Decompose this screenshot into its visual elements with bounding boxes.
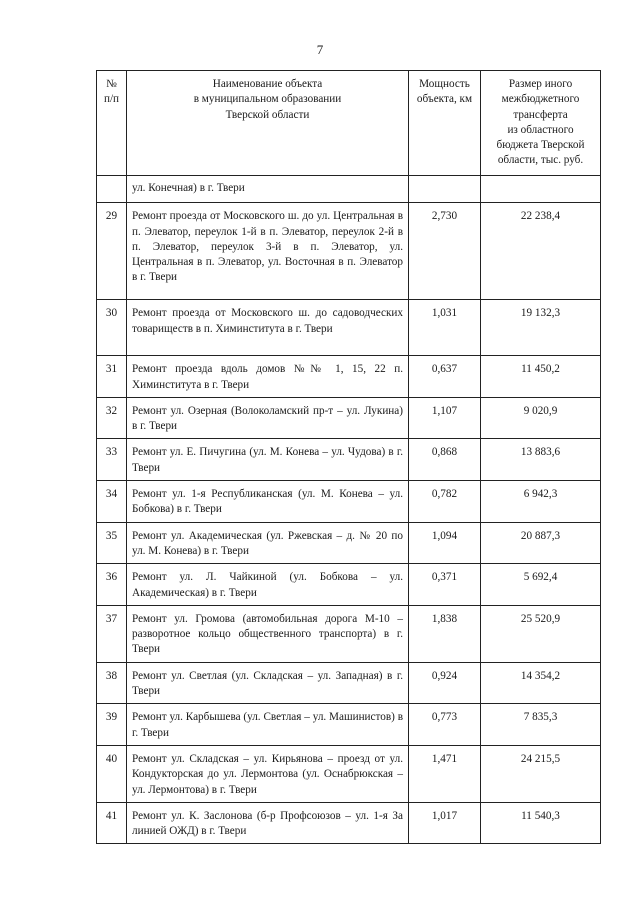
continuation-num — [97, 176, 127, 203]
row-sum: 22 238,4 — [481, 203, 601, 300]
row-num: 39 — [97, 704, 127, 746]
table-row — [97, 356, 601, 398]
row-sum: 11 540,3 — [481, 802, 601, 844]
row-num: 33 — [97, 439, 127, 481]
header-power-line2: объекта, км — [416, 93, 473, 106]
row-num: 41 — [97, 802, 127, 844]
row-name: Ремонт проезда вдоль домов №№ 1, 15, 22 п. Химинститута в г. Твери — [127, 356, 409, 398]
row-name: Ремонт ул. 1-я Республиканская (ул. М. Конева – ул. Бобкова) в г. Твери — [127, 481, 409, 523]
row-sum: 9 020,9 — [481, 397, 601, 439]
table-row — [97, 439, 601, 481]
row-sum: 19 132,3 — [481, 300, 601, 356]
header-sum-line6: области, тыс. руб. — [497, 154, 584, 167]
row-sum: 24 215,5 — [481, 745, 601, 802]
table-row — [97, 300, 601, 356]
table-row — [97, 564, 601, 606]
row-name: Ремонт ул. К. Заслонова (б-р Профсоюзов – ул. 1-я За линией ОЖД) в г. Твери — [127, 802, 409, 844]
row-name: Ремонт ул. Складская – ул. Кирьянова – проезд от ул. Кондукторская до ул. Лермонтова (ул. Оснабрюкская – ул. Лермонтова) в г. Твери — [127, 745, 409, 802]
row-num: 31 — [97, 356, 127, 398]
row-power: 0,868 — [409, 439, 481, 481]
row-num: 34 — [97, 481, 127, 523]
row-sum: 7 835,3 — [481, 704, 601, 746]
row-name: Ремонт ул. Е. Пичугина (ул. М. Конева – ул. Чудова) в г. Твери — [127, 439, 409, 481]
continuation-power — [409, 176, 481, 203]
row-power: 1,031 — [409, 300, 481, 356]
header-sum — [481, 71, 601, 176]
table-row — [97, 662, 601, 704]
header-sum-line5: бюджета Тверской — [496, 139, 585, 152]
row-name: Ремонт ул. Карбышева (ул. Светлая – ул. Машинистов) в г. Твери — [127, 704, 409, 746]
row-num: 32 — [97, 397, 127, 439]
table-row — [97, 522, 601, 564]
table-row — [97, 802, 601, 844]
row-num: 40 — [97, 745, 127, 802]
row-power: 0,924 — [409, 662, 481, 704]
row-num: 37 — [97, 605, 127, 662]
row-power: 0,371 — [409, 564, 481, 606]
row-sum: 25 520,9 — [481, 605, 601, 662]
row-power: 1,471 — [409, 745, 481, 802]
row-sum: 14 354,2 — [481, 662, 601, 704]
header-num-line2: п/п — [103, 93, 120, 106]
page-number: 7 — [316, 42, 324, 57]
row-sum: 11 450,2 — [481, 356, 601, 398]
header-sum-line1: Размер иного — [508, 78, 573, 90]
row-power: 1,094 — [409, 522, 481, 564]
header-sum-line2: межбюджетного — [501, 93, 580, 106]
header-name-line1: Наименование объекта — [212, 78, 323, 90]
row-sum: 13 883,6 — [481, 439, 601, 481]
row-power: 2,730 — [409, 203, 481, 300]
row-name: Ремонт ул. Л. Чайкиной (ул. Бобкова – ул. Академическая) в г. Твери — [127, 564, 409, 606]
row-power: 1,107 — [409, 397, 481, 439]
row-power: 0,773 — [409, 704, 481, 746]
row-num: 35 — [97, 522, 127, 564]
header-name-line3: Тверской области — [225, 108, 310, 121]
row-power: 0,637 — [409, 356, 481, 398]
row-power: 0,782 — [409, 481, 481, 523]
table-row — [97, 745, 601, 802]
continuation-sum — [481, 176, 601, 203]
table-row — [97, 605, 601, 662]
row-name: Ремонт ул. Громова (автомобильная дорога М-10 – разворотное кольцо общественного транспорта) в г. Твери — [127, 605, 409, 662]
header-name-line2: в муниципальном образовании — [193, 93, 342, 106]
row-sum: 6 942,3 — [481, 481, 601, 523]
row-name: Ремонт проезда от Московского ш. до ул. Центральная в п. Элеватор, переулок 1-й в п. Элеватор, переулок 2-й в п. Элеватор, переулок 3-й в п. Элеватор, ул. Центральная в п. Элеватор, ул. Восточная в п. Элеватор в г. Твери — [127, 203, 409, 300]
header-num — [97, 71, 127, 176]
row-num: 38 — [97, 662, 127, 704]
row-num: 30 — [97, 300, 127, 356]
continuation-name: ул. Конечная) в г. Твери — [127, 176, 409, 203]
row-power: 1,838 — [409, 605, 481, 662]
header-row — [97, 71, 601, 176]
table-row — [97, 481, 601, 523]
table-row — [97, 397, 601, 439]
table-row — [97, 704, 601, 746]
header-sum-line4: из областного — [507, 123, 574, 136]
row-sum: 20 887,3 — [481, 522, 601, 564]
row-power: 1,017 — [409, 802, 481, 844]
header-name — [127, 71, 409, 176]
row-name: Ремонт проезда от Московского ш. до садоводческих товариществ в п. Химинститута в г. Твери — [127, 300, 409, 356]
header-num-line1: № — [106, 78, 117, 90]
header-sum-line3: трансферта — [513, 108, 568, 121]
header-power-line1: Мощность — [419, 78, 470, 90]
row-name: Ремонт ул. Академическая (ул. Ржевская – д. № 20 по ул. М. Конева) в г. Твери — [127, 522, 409, 564]
row-num: 29 — [97, 203, 127, 300]
row-name: Ремонт ул. Озерная (Волоколамский пр-т – ул. Лукина) в г. Твери — [127, 397, 409, 439]
row-sum: 5 692,4 — [481, 564, 601, 606]
row-num: 36 — [97, 564, 127, 606]
row-name: Ремонт ул. Светлая (ул. Складская – ул. Западная) в г. Твери — [127, 662, 409, 704]
header-power — [409, 71, 481, 176]
table-row — [97, 203, 601, 300]
continuation-row — [97, 176, 601, 203]
transfer-table — [96, 70, 601, 844]
